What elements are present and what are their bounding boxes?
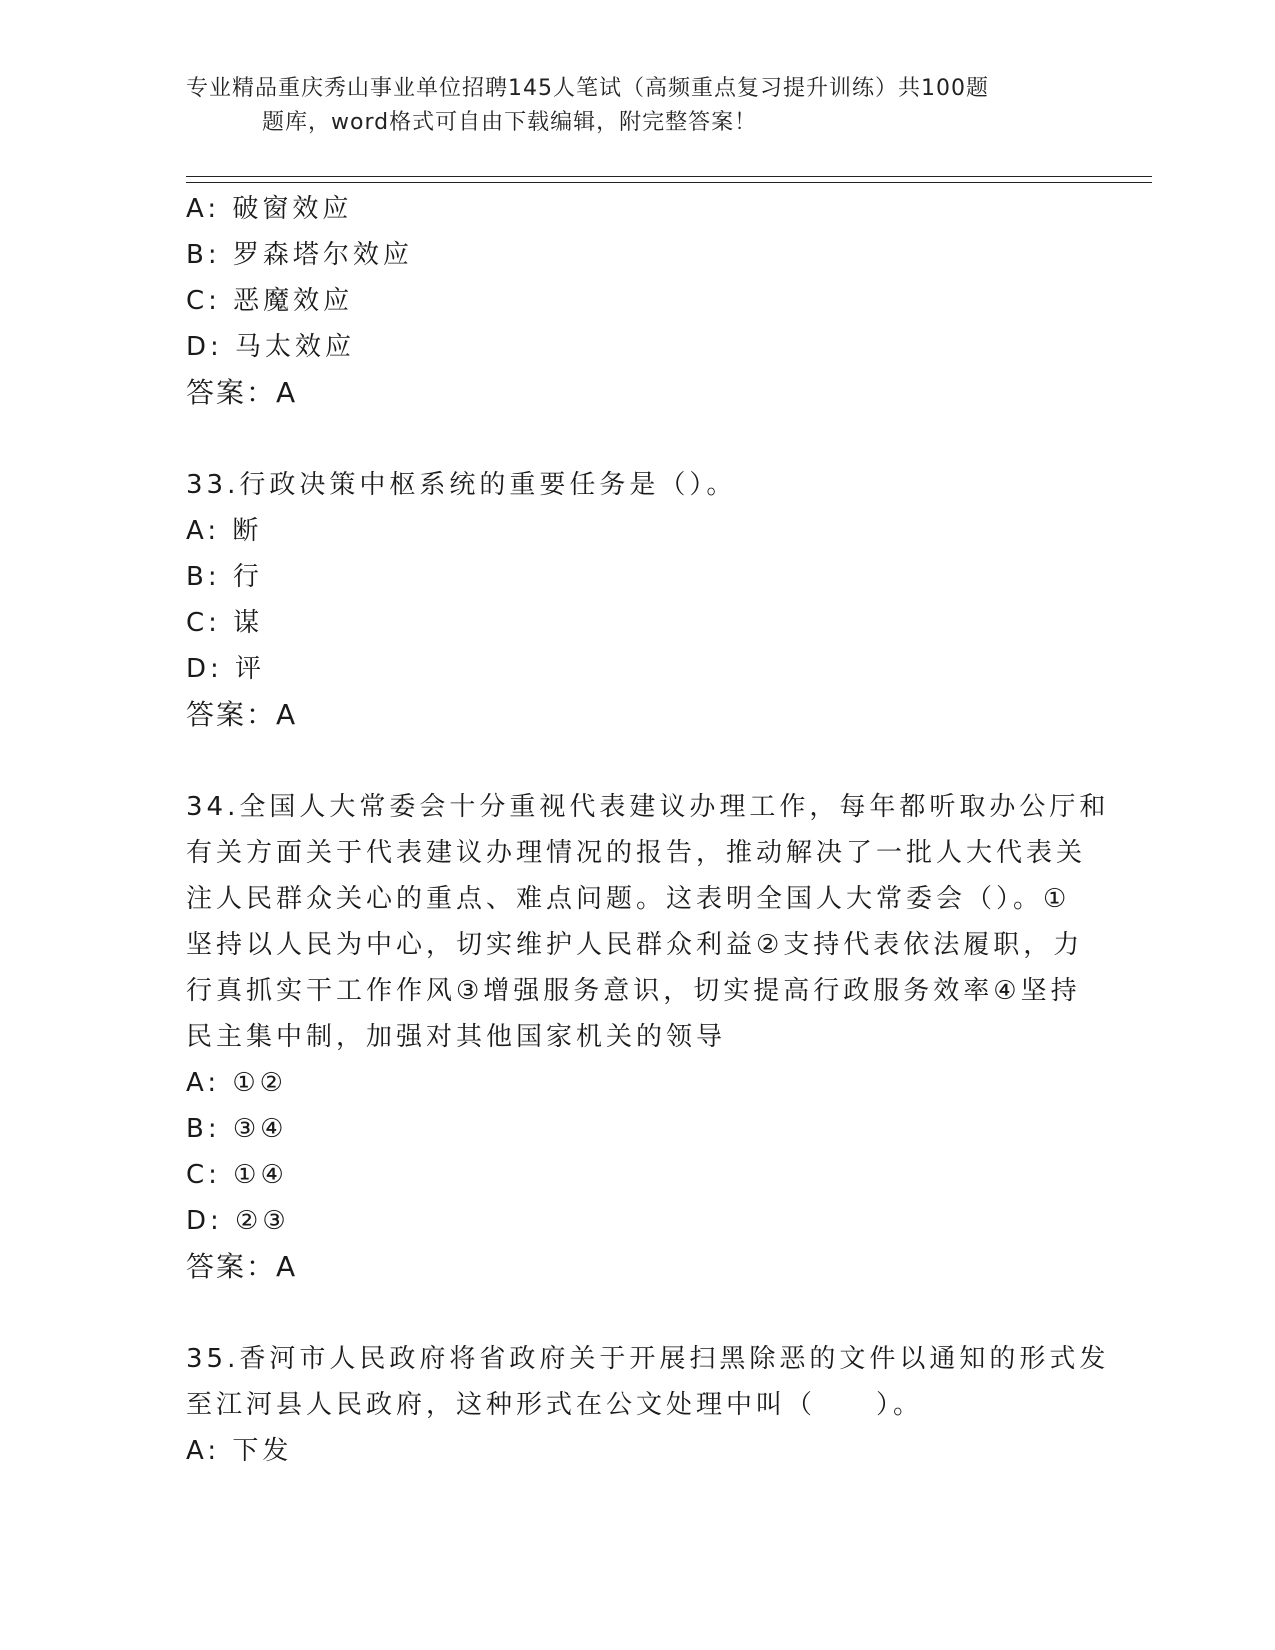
question-stem-line: 注人民群众关心的重点、难点问题。这表明全国人大常委会（）。① xyxy=(186,884,1071,914)
option-a: A: 断 xyxy=(186,516,263,546)
header-rule-bottom xyxy=(186,182,1152,183)
option-b: B: 罗森塔尔效应 xyxy=(186,240,413,270)
header-title-line-1: 专业精品重庆秀山事业单位招聘145人笔试（高频重点复习提升训练）共100题 xyxy=(186,76,989,101)
option-b: B: 行 xyxy=(186,562,263,592)
header-rule-top xyxy=(186,176,1152,177)
question-32 xyxy=(186,186,1086,416)
option-a: A: 破窗效应 xyxy=(186,194,353,224)
option-c: C: ①④ xyxy=(186,1160,288,1190)
option-c: C: 谋 xyxy=(186,608,264,638)
question-stem-line: 行真抓实干工作作风③增强服务意识，切实提高行政服务效率④坚持 xyxy=(186,976,1081,1006)
option-d: D: ②③ xyxy=(186,1206,290,1236)
question-stem-line: 民主集中制，加强对其他国家机关的领导 xyxy=(186,1022,727,1052)
spacer xyxy=(186,738,1086,784)
answer-line: 答案：A xyxy=(186,376,298,409)
question-35 xyxy=(186,1336,1110,1474)
question-stem-line: 34.全国人大常委会十分重视代表建议办理工作，每年都听取办公厅和 xyxy=(186,792,1110,822)
option-b: B: ③④ xyxy=(186,1114,288,1144)
option-c: C: 恶魔效应 xyxy=(186,286,354,316)
question-stem-line: 坚持以人民为中心，切实维护人民群众利益②支持代表依法履职，力 xyxy=(186,930,1084,960)
question-stem-line: 至江河县人民政府，这种形式在公文处理中叫（ ）。 xyxy=(186,1390,924,1420)
question-stem-line: 35.香河市人民政府将省政府关于开展扫黑除恶的文件以通知的形式发 xyxy=(186,1344,1110,1374)
answer-line: 答案：A xyxy=(186,1250,298,1283)
question-34 xyxy=(186,784,1110,1290)
document-header xyxy=(186,72,1066,140)
question-stem-line: 有关方面关于代表建议办理情况的报告，推动解决了一批人大代表关 xyxy=(186,838,1087,868)
header-title-line-2: 题库，word格式可自由下载编辑，附完整答案！ xyxy=(262,110,758,135)
spacer xyxy=(186,416,1086,462)
answer-line: 答案：A xyxy=(186,698,298,731)
spacer xyxy=(186,1290,1086,1336)
question-33 xyxy=(186,462,1086,738)
option-a: A: ①② xyxy=(186,1068,287,1098)
option-a: A: 下发 xyxy=(186,1436,293,1466)
option-d: D: 马太效应 xyxy=(186,332,356,362)
question-stem: 33.行政决策中枢系统的重要任务是（）。 xyxy=(186,470,737,500)
option-d: D: 评 xyxy=(186,654,266,684)
question-list xyxy=(186,186,1110,1474)
